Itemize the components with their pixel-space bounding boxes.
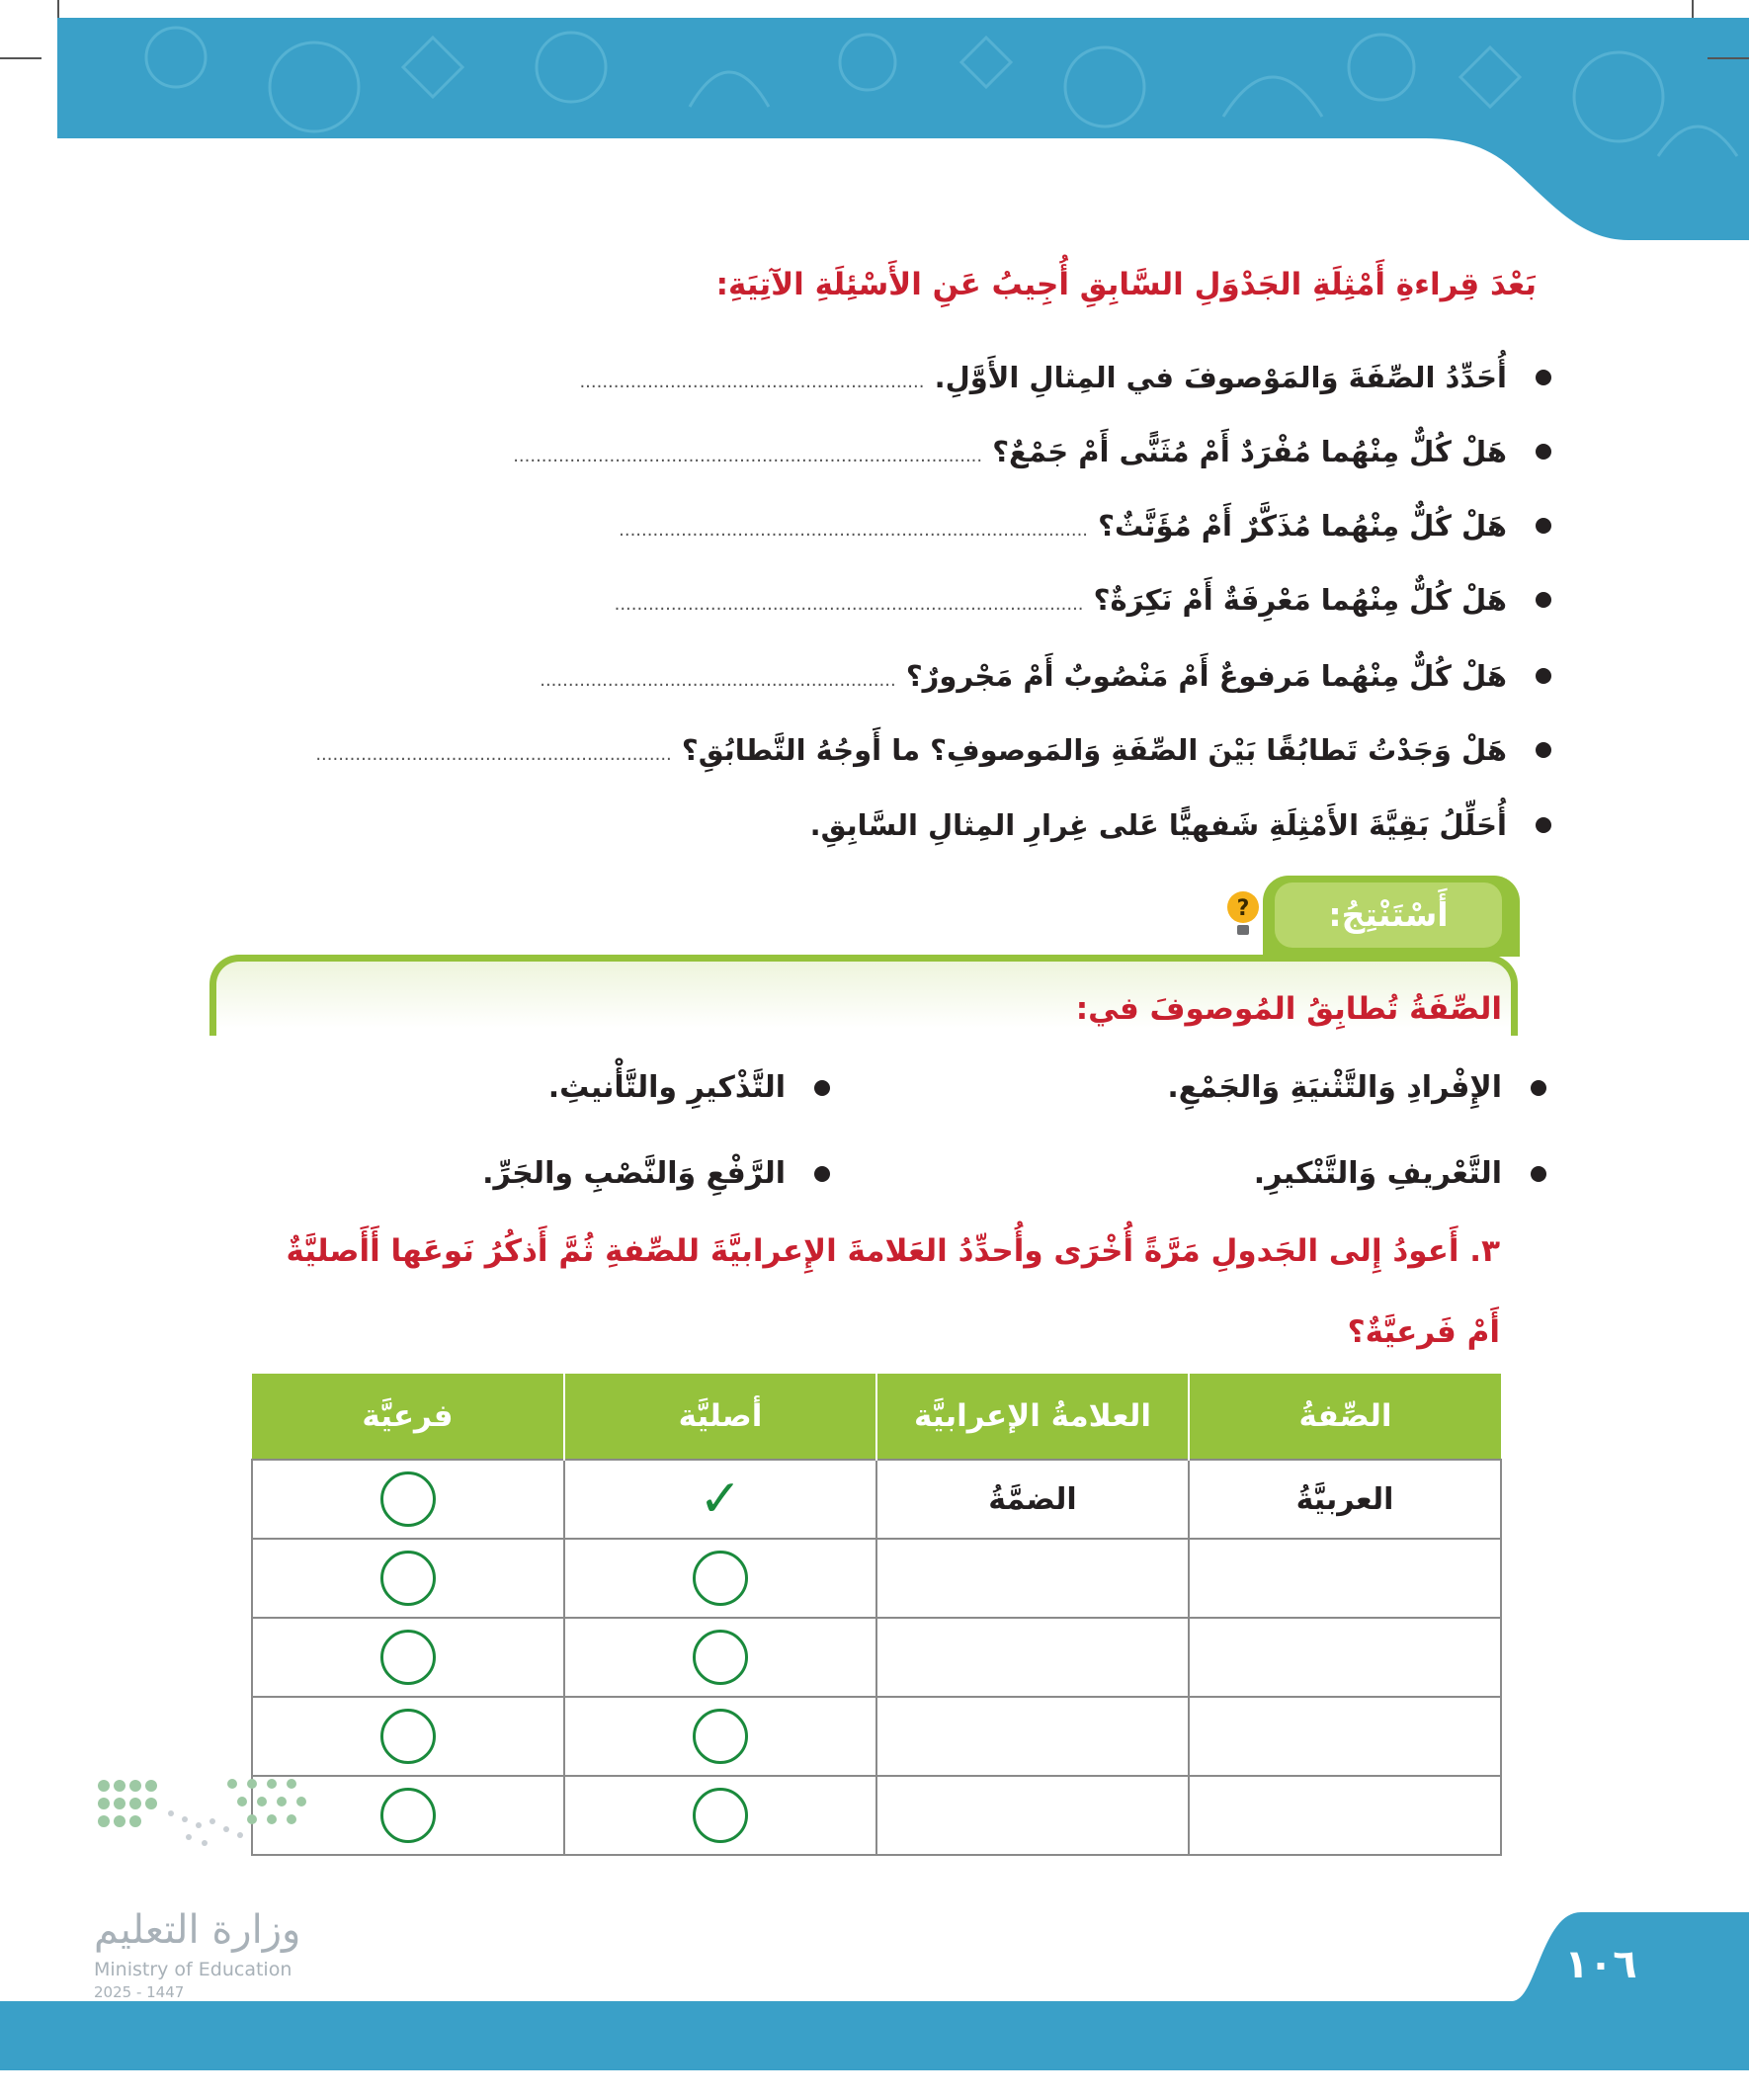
- question-item: [315, 733, 1507, 767]
- conclusion-point: [1254, 1156, 1502, 1191]
- circle-option[interactable]: [380, 1471, 436, 1527]
- circle-option[interactable]: [380, 1630, 436, 1685]
- question-item: [579, 361, 1507, 394]
- table-header-row: [252, 1374, 1501, 1460]
- cell-fariya[interactable]: [252, 1697, 564, 1776]
- question3-line2: أَمْ فَرعيَّةٌ؟: [1347, 1314, 1500, 1350]
- cell-alama[interactable]: [876, 1776, 1189, 1855]
- table-row: [252, 1539, 1501, 1618]
- conclusion-point: [1167, 1070, 1502, 1105]
- cell-asliya[interactable]: [564, 1697, 876, 1776]
- cell-fariya[interactable]: [252, 1618, 564, 1697]
- cell-sifa[interactable]: [1189, 1697, 1501, 1776]
- ministry-logo-icon: [94, 1774, 321, 1902]
- cell-fariya[interactable]: [252, 1460, 564, 1539]
- conclusion-point-text: التَّذْكيرِ والتَّأْنيثِ.: [547, 1070, 786, 1105]
- bullet-icon: [1536, 370, 1551, 385]
- bullet-icon: [814, 1166, 830, 1182]
- lightbulb-question-icon: [1223, 889, 1263, 939]
- circle-option[interactable]: [693, 1630, 748, 1685]
- question-text: هَلْ كُلٌّ مِنْهُما مُفْرَدٌ أَمْ مُثَنًّى أَمْ جَمْعٌ؟: [992, 435, 1507, 468]
- cell-sifa[interactable]: [1189, 1539, 1501, 1618]
- svg-text:?: ?: [1236, 896, 1250, 921]
- ministry-name-en: Ministry of Education: [94, 1959, 292, 1980]
- bullet-icon: [814, 1080, 830, 1096]
- bullet-icon: [1536, 817, 1551, 833]
- table-row: [252, 1697, 1501, 1776]
- ministry-name-ar: وزارة التعليم: [94, 1907, 301, 1953]
- cell-asliya[interactable]: [564, 1618, 876, 1697]
- header-asliya: أصليَّة: [564, 1374, 876, 1460]
- cell-alama[interactable]: الضمَّةُ: [876, 1460, 1189, 1539]
- question-text: أُحَدِّدُ الصِّفَةَ وَالمَوْصوفَ في المِثالِ الأَوَّلِ.: [934, 361, 1507, 394]
- cell-asliya[interactable]: [564, 1776, 876, 1855]
- question-text: هَلْ كُلٌّ مِنْهُما مَرفوعٌ أَمْ مَنْصُوبٌ أَمْ مَجْرورٌ؟: [905, 659, 1507, 693]
- cell-alama[interactable]: [876, 1697, 1189, 1776]
- question3-line1: ٣. أَعودُ إِلى الجَدولِ مَرَّةً أُخْرَى وأُحدِّدُ العَلامةَ الإِعرابيَّةَ للصِّفةِ ثُمَّ أَذكُرُ نَوعَها أَأَصليَّةٌ: [286, 1233, 1500, 1269]
- question-item: [513, 435, 1507, 468]
- bullet-icon: [1536, 444, 1551, 460]
- conclusion-point-text: الرَّفْعِ وَالنَّصْبِ والجَرِّ.: [482, 1156, 786, 1191]
- cell-alama[interactable]: [876, 1618, 1189, 1697]
- conclusion-label: أَسْتَنْتِجُ:: [1275, 882, 1502, 948]
- answer-line[interactable]: ...................................................................................: [614, 594, 1084, 615]
- answer-line[interactable]: ...................................................................................: [513, 446, 983, 466]
- question-item: [619, 509, 1507, 543]
- edition-year: 2025 - 1447: [94, 1983, 185, 2001]
- conclusion-point: [548, 1070, 786, 1105]
- circle-option[interactable]: [693, 1709, 748, 1764]
- circle-option[interactable]: [693, 1551, 748, 1606]
- bullet-icon: [1536, 592, 1551, 608]
- conclusion-point: [482, 1156, 786, 1191]
- cell-asliya[interactable]: [564, 1460, 876, 1539]
- answer-line[interactable]: ...............................................................: [315, 744, 672, 765]
- answer-line[interactable]: ...................................................................................: [619, 520, 1089, 541]
- header-alama: العلامةُ الإعرابيَّة: [876, 1374, 1189, 1460]
- question-text: هَلْ وَجَدْتُ تَطابُقًا بَيْنَ الصِّفَةِ وَالمَوصوفِ؟ ما أَوجُهُ التَّطابُقِ؟: [681, 733, 1507, 767]
- intro-instruction: بَعْدَ قِراءةِ أَمْثِلَةِ الجَدْوَلِ السَّابِقِ أُجِيبُ عَنِ الأَسْئِلَةِ الآتِيَةِ:: [715, 267, 1537, 302]
- answer-line[interactable]: .............................................................: [579, 372, 925, 392]
- circle-option[interactable]: [693, 1788, 748, 1843]
- cell-fariya[interactable]: [252, 1539, 564, 1618]
- bullet-icon: [1531, 1166, 1546, 1182]
- bullet-icon: [1536, 518, 1551, 534]
- cell-alama[interactable]: [876, 1539, 1189, 1618]
- circle-option[interactable]: [380, 1709, 436, 1764]
- cell-sifa[interactable]: العربيَّةُ: [1189, 1460, 1501, 1539]
- answer-table: [251, 1374, 1502, 1856]
- question-item: [810, 808, 1507, 842]
- question-item: [540, 659, 1507, 693]
- page-number: ١٠٦: [1564, 1942, 1637, 1987]
- conclusion-heading: الصِّفَةُ تُطابِقُ المُوصوفَ في:: [1075, 991, 1502, 1027]
- question-text: هَلْ كُلٌّ مِنْهُما مُذَكَّرٌ أَمْ مُؤَنَّثٌ؟: [1098, 509, 1507, 543]
- header-band: [57, 18, 1749, 255]
- table-row: [252, 1460, 1501, 1539]
- question-item: [615, 583, 1507, 617]
- table-row: [252, 1618, 1501, 1697]
- cell-sifa[interactable]: [1189, 1776, 1501, 1855]
- header-fariya: فرعيَّة: [252, 1374, 564, 1460]
- question-text: هَلْ كُلٌّ مِنْهُما مَعْرِفَةٌ أَمْ نَكِرَةٌ؟: [1093, 583, 1507, 617]
- cell-sifa[interactable]: [1189, 1618, 1501, 1697]
- table-row: [252, 1776, 1501, 1855]
- conclusion-point-text: التَّعْريفِ وَالتَّنْكيرِ.: [1253, 1156, 1502, 1191]
- question-text: أُحَلِّلُ بَقِيَّةَ الأَمْثِلَةِ شَفهيًّا عَلى غِرارِ المِثالِ السَّابِقِ.: [809, 808, 1507, 842]
- bullet-icon: [1536, 668, 1551, 684]
- bullet-icon: [1531, 1080, 1546, 1096]
- answer-line[interactable]: ...............................................................: [540, 670, 896, 691]
- circle-option[interactable]: [380, 1551, 436, 1606]
- cell-asliya[interactable]: [564, 1539, 876, 1618]
- conclusion-point-text: الإِفْرادِ وَالتَّثْنيَةِ وَالجَمْعِ.: [1167, 1070, 1502, 1105]
- circle-option[interactable]: [380, 1788, 436, 1843]
- header-sifa: الصِّفةُ: [1189, 1374, 1501, 1460]
- bullet-icon: [1536, 742, 1551, 758]
- checkmark-icon[interactable]: ✓: [699, 1470, 742, 1529]
